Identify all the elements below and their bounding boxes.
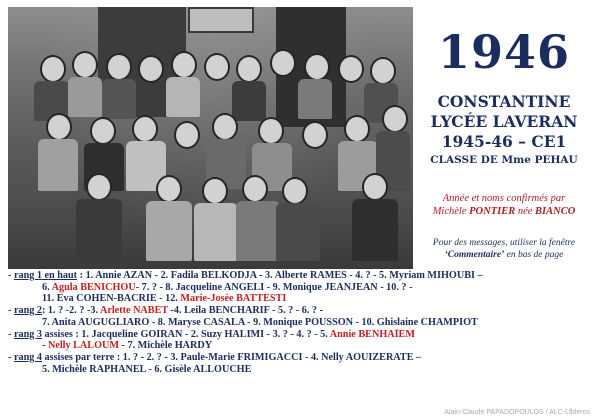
class-photograph (8, 7, 413, 269)
photo-child (304, 123, 326, 147)
photo-dress (34, 81, 70, 121)
photo-child (134, 117, 156, 141)
photo-child (108, 55, 130, 79)
class-title: 1945-46 – CE1 (441, 132, 567, 151)
row-1-label: rang 1 (13, 270, 42, 281)
photo-child (284, 179, 306, 203)
row-4-line (8, 364, 594, 376)
teacher-title: CLASSE DE Mme PEHAU (430, 154, 578, 166)
photo-child (384, 107, 406, 131)
row-1-names: : 1. Annie AZAN - 2. Fadila BELKODJA - 3. Alberte RAMES - 4. ? - 5. Myriam MIHOUBI – (77, 270, 483, 281)
row-3-names: : 1. Jacqueline GOIRAN - 2. Suzy HALIMI - 3. ? - 4. ? - 5. (72, 328, 330, 340)
row-3-line (8, 340, 594, 352)
confirmation-prefix: Michèle (432, 206, 470, 217)
row-2-red-name: Arlette NABET (99, 305, 168, 317)
row-1-names: 11. Eva COHEN-BACRIE - 12. (42, 293, 181, 305)
photo-child (238, 57, 260, 81)
title-panel (414, 7, 594, 269)
row-4-names: : 1. ? - 2. ? - 3. Paule-Marie FRIMIGACCI - 4. Nelly AOUIZERATE – (114, 351, 422, 363)
row-3-names: - 7. Michèle HARDY (118, 340, 213, 352)
photo-child (140, 57, 162, 81)
photo-dress (38, 139, 78, 191)
row-1-line (8, 293, 594, 305)
row-3-names: - (42, 340, 48, 352)
photo-child (346, 117, 368, 141)
confirmation-name: PONTIER (469, 206, 516, 217)
photo-child (260, 119, 282, 143)
row-4-label: rang 4 (13, 351, 42, 363)
photo-child (158, 177, 180, 201)
row-3-position: assises (41, 328, 73, 340)
city-title: CONSTANTINE (437, 92, 571, 111)
school-title: LYCÉE LAVERAN (430, 112, 578, 131)
row-1-position: en haut (41, 270, 78, 281)
row-3-red-name: Annie BENHAÏEM (329, 328, 415, 340)
photo-child (204, 179, 226, 203)
photo-child (372, 59, 394, 83)
names-list (8, 270, 594, 408)
row-1-names: 6. (42, 281, 52, 293)
row-1-red-name: Agula BENICHOU (51, 281, 136, 293)
photo-child (74, 53, 96, 77)
photo-dress (236, 201, 280, 261)
photo-dress (298, 79, 332, 119)
comment-window-label: ‘Commentaire’ (444, 250, 505, 260)
row-4-names: 5. Michèle RAPHANEL - 6. Gisèle ALLOUCHE (42, 363, 252, 375)
photo-dress (146, 201, 192, 261)
photo-child (176, 123, 198, 147)
photo-dress (352, 199, 398, 261)
confirmation-line: Année et noms confirmés par (442, 193, 566, 204)
photo-child (340, 57, 362, 81)
photo-child (92, 119, 114, 143)
confirmation-note (414, 192, 594, 218)
confirmation-suffix: née (515, 206, 536, 217)
photo-child (214, 115, 236, 139)
messages-note (414, 237, 594, 261)
photo-dress (76, 199, 122, 259)
row-3-red-name: Nelly LALOUM (47, 340, 119, 352)
photo-dress (276, 203, 320, 261)
row-2-line (8, 317, 594, 329)
messages-line-suffix: en bas de page (504, 250, 564, 260)
row-4-position: assises par terre (41, 351, 115, 363)
row-1-red-name: Marie-Josée BATTESTI (180, 293, 287, 305)
photo-window (188, 7, 254, 33)
photo-child (364, 175, 386, 199)
row-4-line: - rang 4 assises par terre : 1. ? - 2. ? - 3. Paule-Marie FRIMIGACCI - 4. Nelly AOUIZERATE – (8, 351, 422, 363)
row-1-names: - 7. ? - 8. Jacqueline ANGELI - 9. Monique JEANJEAN - 10. ? - (135, 281, 413, 293)
watermark: Alain-Claude PAPADOPOULOS / ALC-Lfbleros (444, 409, 590, 416)
photo-child (42, 57, 64, 81)
row-2-names: -4. Leila BENCHARIF - 5. ? - 6. ? - (167, 305, 323, 317)
photo-dress (166, 77, 200, 117)
photo-child (88, 175, 110, 199)
row-1-line (8, 282, 594, 294)
row-1-line: - rang 1 en haut : 1. Annie AZAN - 2. Fadila BELKODJA - 3. Alberte RAMES - 4. ? - 5. Myriam MIHOUBI – (8, 270, 483, 281)
messages-line: Pour des messages, utiliser la fenêtre (432, 238, 576, 248)
photo-child (272, 51, 294, 75)
photo-child (206, 55, 228, 79)
row-3-line: - rang 3 assises : 1. Jacqueline GOIRAN - 2. Suzy HALIMI - 3. ? - 4. ? - 5. Annie BENHAÏEM (8, 328, 415, 340)
photo-child (244, 177, 266, 201)
row-2-label: rang 2 (13, 305, 42, 317)
photo-dress (232, 81, 266, 121)
photo-dress (102, 79, 136, 119)
photo-dress (194, 203, 238, 261)
confirmation-maiden-name: BIANCO (535, 206, 576, 217)
photo-child (173, 53, 195, 77)
row-2-names: 7. Anita AUGUGLIARO - 8. Maryse CASALA - 9. Monique POUSSON - 10. Ghislaine CHAMPIOT (42, 316, 478, 328)
row-2-names: : 1. ? -2. ? -3. (41, 305, 100, 317)
year-title: 1946 (437, 25, 571, 79)
photo-child (306, 55, 328, 79)
row-2-line: - rang 2: 1. ? -2. ? -3. Arlette NABET -4. Leila BENCHARIF - 5. ? - 6. ? - (8, 305, 323, 317)
row-3-label: rang 3 (13, 328, 42, 340)
photo-dress (68, 77, 102, 117)
photo-child (48, 115, 70, 139)
